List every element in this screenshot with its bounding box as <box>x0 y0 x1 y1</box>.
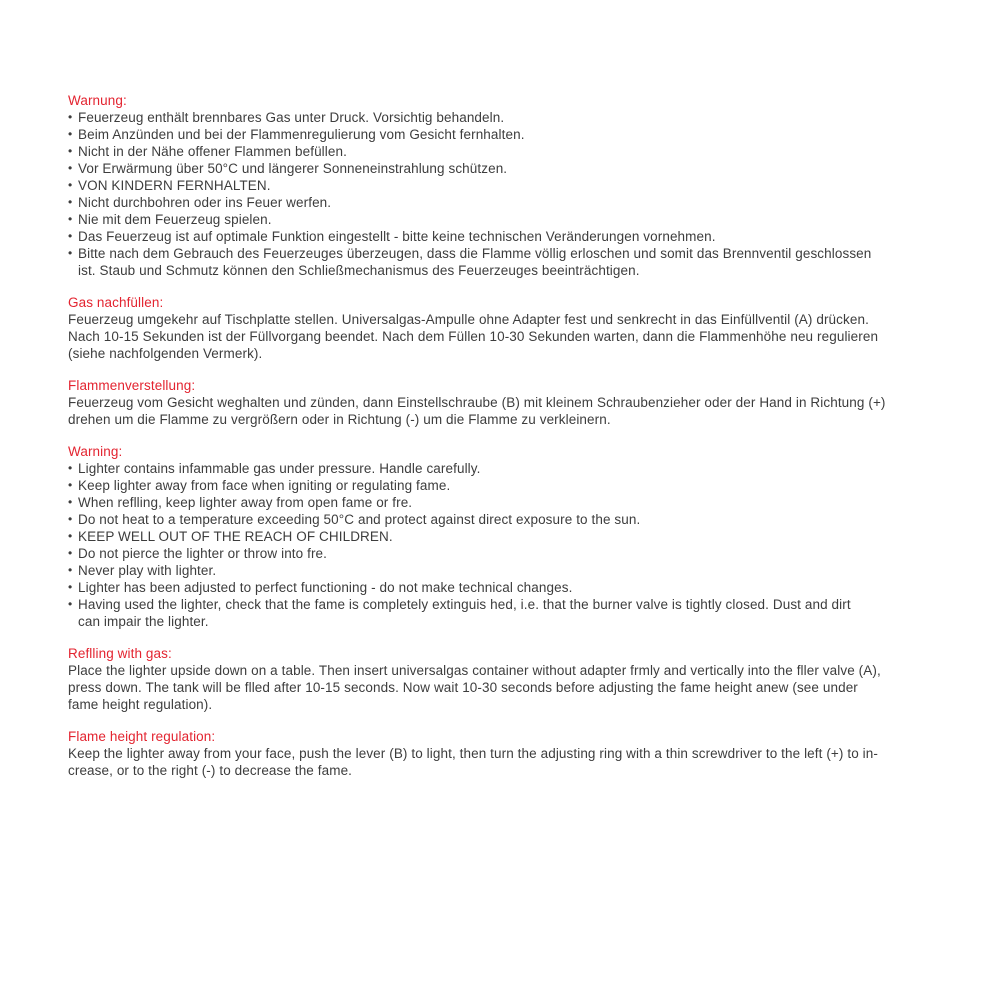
bullet-icon: • <box>68 461 73 475</box>
bullet-icon: • <box>68 110 73 124</box>
list-item-text <box>78 596 948 630</box>
section-flammenverstellung-de <box>68 377 948 428</box>
text-line: Lighter contains infammable gas under pressure. Handle carefully. <box>78 461 481 476</box>
text-line: Das Feuerzeug ist auf optimale Funktion eingestellt - bitte keine technischen Veränderungen vornehmen. <box>78 229 716 244</box>
paragraph-line: Feuerzeug umgekehr auf Tischplatte stellen. Universalgas-Ampulle ohne Adapter fest und senkrecht in das Einfüllventil (A) drücken. <box>68 312 869 327</box>
bullet-icon: • <box>68 529 73 543</box>
list-item <box>68 460 948 477</box>
list-item <box>68 596 948 630</box>
bullet-icon: • <box>68 580 73 594</box>
bullet-icon: • <box>68 178 73 192</box>
text-line: Nicht in der Nähe offener Flammen befüllen. <box>78 144 347 159</box>
text-line: VON KINDERN FERNHALTEN. <box>78 178 271 193</box>
paragraph-line: Nach 10-15 Sekunden ist der Füllvorgang beendet. Nach dem Füllen 10-30 Sekunden warten, dann die Flammenhöhe neu regulieren <box>68 329 879 344</box>
list-item <box>68 528 948 545</box>
text-line: Vor Erwärmung über 50°C und längerer Sonneneinstrahlung schützen. <box>78 161 508 176</box>
text-line: Beim Anzünden und bei der Flammenregulierung vom Gesicht fernhalten. <box>78 127 525 142</box>
list-item-text <box>78 545 948 562</box>
paragraph-line: Keep the lighter away from your face, push the lever (B) to light, then turn the adjusting ring with a thin screwdriver to the left (+) to in- <box>68 746 878 761</box>
list-item-text <box>78 109 948 126</box>
list-item-text <box>78 194 948 211</box>
list-item <box>68 126 948 143</box>
bullet-icon: • <box>68 478 73 492</box>
bullet-icon: • <box>68 597 73 611</box>
list-item <box>68 545 948 562</box>
sections-container <box>68 92 948 794</box>
list-item-text <box>78 211 948 228</box>
list-item-text <box>78 528 948 545</box>
list-item <box>68 245 948 279</box>
section-heading: Reflling with gas: <box>68 646 172 661</box>
section-warnung-de <box>68 92 948 279</box>
text-line: Do not heat to a temperature exceeding 50°C and protect against direct exposure to the sun. <box>78 512 641 527</box>
list-item <box>68 211 948 228</box>
paragraph-line: crease, or to the right (-) to decrease the fame. <box>68 763 353 778</box>
list-item <box>68 494 948 511</box>
section-refilling-with-gas-en <box>68 645 948 713</box>
text-line: can impair the lighter. <box>78 614 209 629</box>
list-item <box>68 579 948 596</box>
list-item <box>68 477 948 494</box>
text-line: Never play with lighter. <box>78 563 217 578</box>
paragraph-line: Feuerzeug vom Gesicht weghalten und zünden, dann Einstellschraube (B) mit kleinem Schraubenzieher oder der Hand in Richtung (+) <box>68 395 886 410</box>
text-line: Bitte nach dem Gebrauch des Feuerzeuges überzeugen, dass die Flamme völlig erloschen und somit das Brennventil geschlossen <box>78 246 872 261</box>
bullet-icon: • <box>68 212 73 226</box>
bullet-icon: • <box>68 512 73 526</box>
bullet-icon: • <box>68 546 73 560</box>
list-item <box>68 160 948 177</box>
section-heading: Warning: <box>68 444 123 459</box>
list-item-text <box>78 160 948 177</box>
list-item <box>68 228 948 245</box>
list-item <box>68 109 948 126</box>
list-item-text <box>78 579 948 596</box>
text-line: ist. Staub und Schmutz können den Schließmechanismus des Feuerzeuges beeinträchtigen. <box>78 263 640 278</box>
text-line: Nie mit dem Feuerzeug spielen. <box>78 212 272 227</box>
bullet-icon: • <box>68 495 73 509</box>
list-item <box>68 177 948 194</box>
paragraph-line: drehen um die Flamme zu vergrößern oder in Richtung (-) um die Flamme zu verkleinern. <box>68 412 611 427</box>
list-item <box>68 511 948 528</box>
bullet-icon: • <box>68 161 73 175</box>
text-line: Do not pierce the lighter or throw into fre. <box>78 546 328 561</box>
paragraph-line: (siehe nachfolgenden Vermerk). <box>68 346 263 361</box>
list-item-text <box>78 177 948 194</box>
section-heading: Flame height regulation: <box>68 729 216 744</box>
bullet-icon: • <box>68 229 73 243</box>
section-flame-height-regulation-en <box>68 728 948 779</box>
paragraph-line: press down. The tank will be flled after 10-15 seconds. Now wait 10-30 seconds before adjusting the fame height anew (see under <box>68 680 858 695</box>
list-item <box>68 194 948 211</box>
text-line: Lighter has been adjusted to perfect functioning - do not make technical changes. <box>78 580 573 595</box>
bullet-icon: • <box>68 127 73 141</box>
text-line: Nicht durchbohren oder ins Feuer werfen. <box>78 195 332 210</box>
list-item-text <box>78 477 948 494</box>
paragraph-line: fame height regulation). <box>68 697 213 712</box>
list-item-text <box>78 245 948 279</box>
section-heading: Gas nachfüllen: <box>68 295 164 310</box>
bullet-icon: • <box>68 144 73 158</box>
list-item-text <box>78 494 948 511</box>
list-item-text <box>78 143 948 160</box>
text-line: Feuerzeug enthält brennbares Gas unter Druck. Vorsichtig behandeln. <box>78 110 505 125</box>
list-item <box>68 143 948 160</box>
section-heading: Flammenverstellung: <box>68 378 196 393</box>
bullet-icon: • <box>68 246 73 260</box>
list-item-text <box>78 460 948 477</box>
list-item-text <box>78 511 948 528</box>
list-item-text <box>78 562 948 579</box>
section-gas-nachfuellen-de <box>68 294 948 362</box>
text-line: Keep lighter away from face when igniting or regulating fame. <box>78 478 451 493</box>
bullet-icon: • <box>68 195 73 209</box>
text-line: KEEP WELL OUT OF THE REACH OF CHILDREN. <box>78 529 393 544</box>
section-warning-en <box>68 443 948 630</box>
text-line: When reflling, keep lighter away from open fame or fre. <box>78 495 413 510</box>
text-line: Having used the lighter, check that the fame is completely extinguis hed, i.e. that the burner valve is tightly closed. Dust and dirt <box>78 597 851 612</box>
list-item-text <box>78 228 948 245</box>
list-item-text <box>78 126 948 143</box>
section-heading: Warnung: <box>68 93 127 108</box>
bullet-icon: • <box>68 563 73 577</box>
paragraph-line: Place the lighter upside down on a table. Then insert universalgas container without adapter frmly and vertically into the fller valve (A), <box>68 663 881 678</box>
list-item <box>68 562 948 579</box>
